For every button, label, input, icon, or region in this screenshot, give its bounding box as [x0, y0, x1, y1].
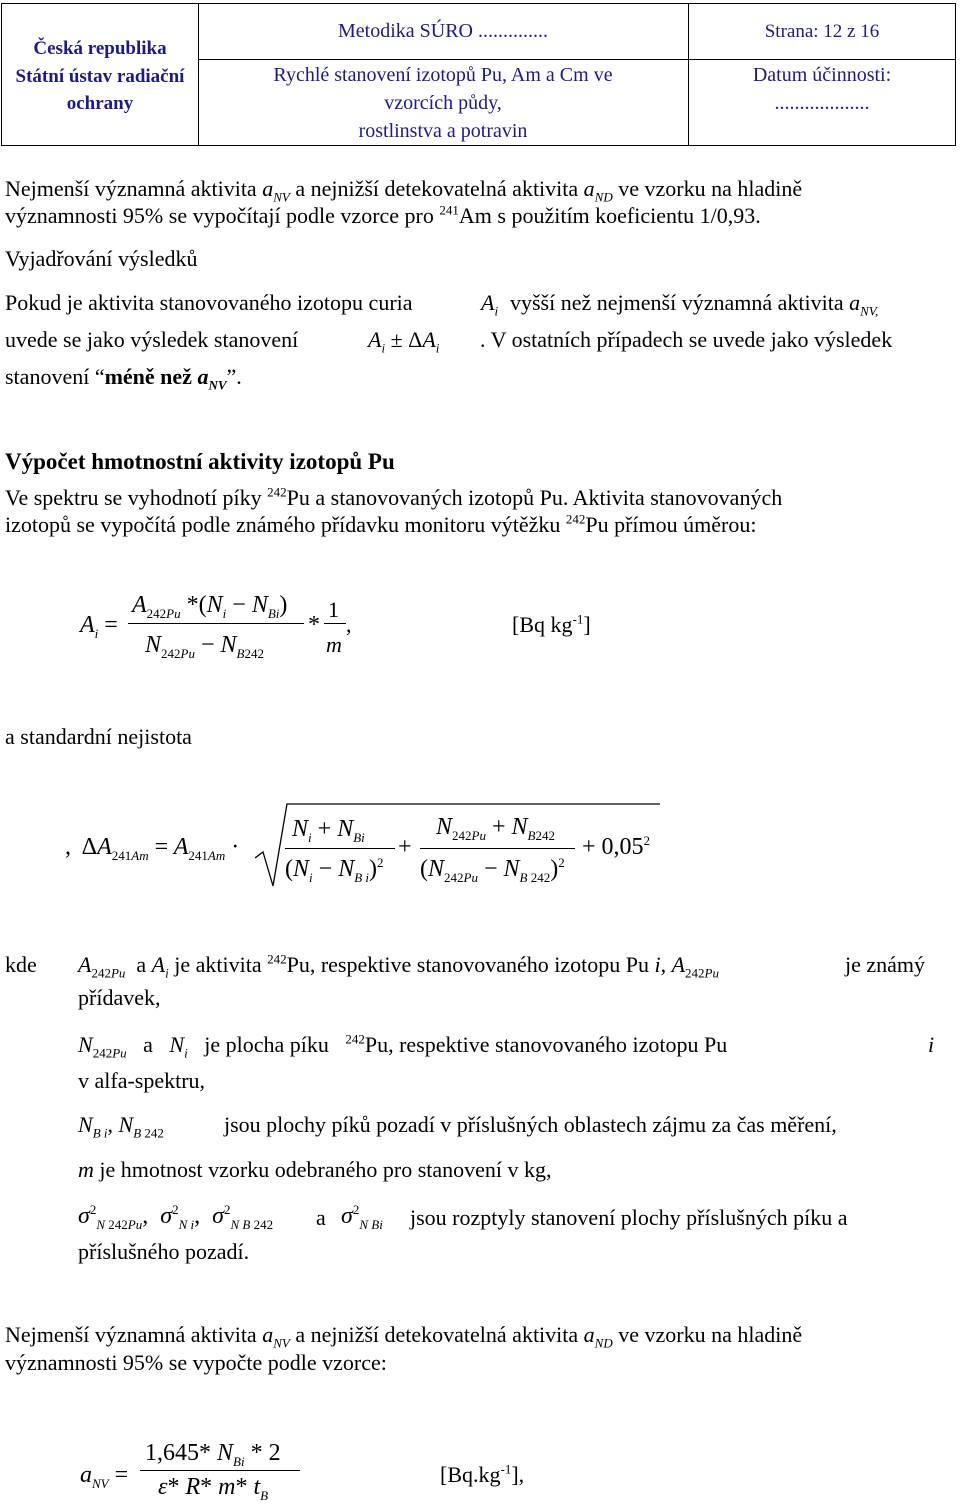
text: Pu, respektive stanovovaného izotopu Pu — [364, 1032, 728, 1057]
definition-line: $A_{242Pu}$ a $A_i$ je aktivita $^{242}$Pu, respektive stanovovaného izotopu Pu i, $A_{242Pu}$ — [78, 951, 719, 981]
method-title: Metodika SÚRO .............. — [338, 20, 548, 42]
text: [Bq kg — [512, 612, 573, 637]
text: Am s použitím koeficientu 1/0,93. — [458, 203, 761, 228]
doc-title-line3: rostlinstva a potravin — [358, 120, 528, 142]
symbol-a-i: $A_i$ — [481, 290, 499, 319]
section-heading: Vyjadřování výsledků — [5, 246, 198, 271]
text: + 0,05 — [582, 834, 644, 860]
paragraph-line — [5, 290, 413, 315]
definition-line: jsou plochy píků pozadí v příslušných oblastech zájmu za čas měření, — [224, 1112, 837, 1137]
text: Pu, respektive stanovovaného izotopu Pu — [286, 952, 649, 977]
definition-line: přídavek, — [78, 985, 161, 1010]
text: ] — [583, 612, 591, 637]
unit-label — [440, 1462, 524, 1487]
unit-label — [512, 612, 591, 637]
text: a nejnižší detekovatelná aktivita — [289, 1322, 584, 1347]
superscript: -1 — [500, 1461, 512, 1477]
text: je aktivita — [174, 952, 262, 977]
paragraph-line — [5, 485, 782, 510]
definition-line: m je hmotnost vzorku odebraného pro stanovení v kg, — [78, 1157, 552, 1182]
paragraph-line — [5, 512, 756, 537]
text: je hmotnost vzorku odebraného pro stanovení v kg, — [99, 1157, 552, 1182]
paragraph-line: vyšší než nejmenší významná aktivita $a_{NV,}$ — [510, 290, 879, 319]
symbol-nb: $N_{B i}$, $N_{B 242}$ — [78, 1112, 164, 1141]
page-number: Strana: 12 z 16 — [764, 21, 880, 42]
text: uvede se jako výsledek stanovení — [5, 327, 299, 352]
definition-line: příslušného pozadí. — [78, 1239, 250, 1264]
paragraph-line — [5, 203, 761, 228]
text: ve vzorku na hladině — [612, 176, 803, 201]
text: a — [136, 952, 147, 977]
text: izotopů se vypočítá podle známého přídavku monitoru výtěžku — [5, 512, 566, 537]
doc-title-line2: vzorcích půdy, — [384, 92, 502, 114]
paragraph-line: významnosti 95% se vypočte podle vzorce: — [5, 1350, 387, 1375]
text: ”. — [226, 364, 242, 389]
superscript: 241 — [439, 202, 459, 218]
text: stanovení “ — [5, 364, 105, 389]
text: je plocha píku — [204, 1032, 329, 1057]
validity-value: ................... — [774, 92, 870, 114]
org-name-line3: ochrany — [66, 93, 134, 114]
superscript: 242 — [267, 951, 287, 967]
text: ve vzorku na hladině — [612, 1322, 803, 1347]
definition-line: $\sigma^2_{N 242Pu}$, $\sigma^2_{N i}$, $\sigma^2_{N B 242}$ — [78, 1202, 274, 1232]
text: Ve spektru se vyhodnotí píky — [5, 485, 268, 510]
text: je známý — [845, 952, 926, 977]
superscript: 242 — [267, 484, 287, 500]
text: ], — [511, 1462, 525, 1487]
text: vyšší než nejmenší významná aktivita — [510, 290, 844, 315]
text: Nejmenší významná aktivita — [5, 176, 263, 201]
text: i — [928, 1032, 935, 1057]
text: [Bq.kg — [440, 1462, 501, 1487]
text: a nejnižší detekovatelná aktivita — [289, 176, 584, 201]
text: Pu a stanovovaných izotopů Pu. Aktivita stanovovaných — [286, 485, 783, 510]
paragraph-line: a standardní nejistota — [5, 724, 192, 749]
validity-label: Datum účinnosti: — [752, 64, 892, 86]
text: 1,645* — [145, 1440, 211, 1466]
section-heading: Výpočet hmotnostní aktivity izotopů Pu — [5, 449, 395, 474]
text: a — [316, 1205, 326, 1230]
paragraph-line — [5, 327, 298, 352]
kde-label: kde — [5, 952, 37, 977]
text: významnosti 95% se vypočítají podle vzorce pro — [5, 203, 440, 228]
symbol-a-i-pm: $A_i \pm \Delta A_i$ — [368, 327, 440, 356]
org-name-line1: Česká republika — [33, 38, 167, 59]
text: méně než — [104, 364, 198, 389]
definition-line: v alfa-spektru, — [78, 1068, 206, 1093]
doc-title-line1: Rychlé stanovení izotopů Pu, Am a Cm ve — [273, 64, 613, 86]
symbol-sigma: $\sigma^2_{N Bi}$ — [341, 1202, 383, 1232]
paragraph-line: Nejmenší významná aktivita $a_{NV}$ a nejnižší detekovatelná aktivita $a_{ND}$ ve vzorku na hladině — [5, 1322, 803, 1351]
org-name-line2: Státní ústav radiační — [15, 66, 185, 87]
definition-line: $N_{242Pu}$ a $N_i$ je plocha píku $^{242}$Pu, respektive stanovovaného izotopu Pu — [78, 1031, 728, 1061]
paragraph-line — [480, 327, 892, 352]
superscript: -1 — [572, 611, 584, 627]
document-header — [1, 3, 956, 146]
text: Nejmenší významná aktivita — [5, 1322, 263, 1347]
text: a — [143, 1032, 153, 1057]
superscript: 242 — [345, 1031, 365, 1047]
text: . V ostatních případech se uvede jako výsledek — [480, 327, 893, 352]
superscript: 242 — [565, 511, 586, 527]
text: jsou rozptyly stanovení plochy příslušných píku a — [410, 1205, 848, 1230]
text: Pu přímou úměrou: — [585, 512, 757, 537]
text: Pokud je aktivita stanovovaného izotopu curia — [5, 290, 413, 315]
paragraph-line: stanovení “méně než $a_{NV}$”. — [5, 364, 242, 393]
paragraph-line: Nejmenší významná aktivita $a_{NV}$ a nejnižší detekovatelná aktivita $a_{ND}$ ve vzorku na hladině — [5, 176, 803, 205]
constant-term: + $0,05^2$ — [582, 833, 651, 860]
